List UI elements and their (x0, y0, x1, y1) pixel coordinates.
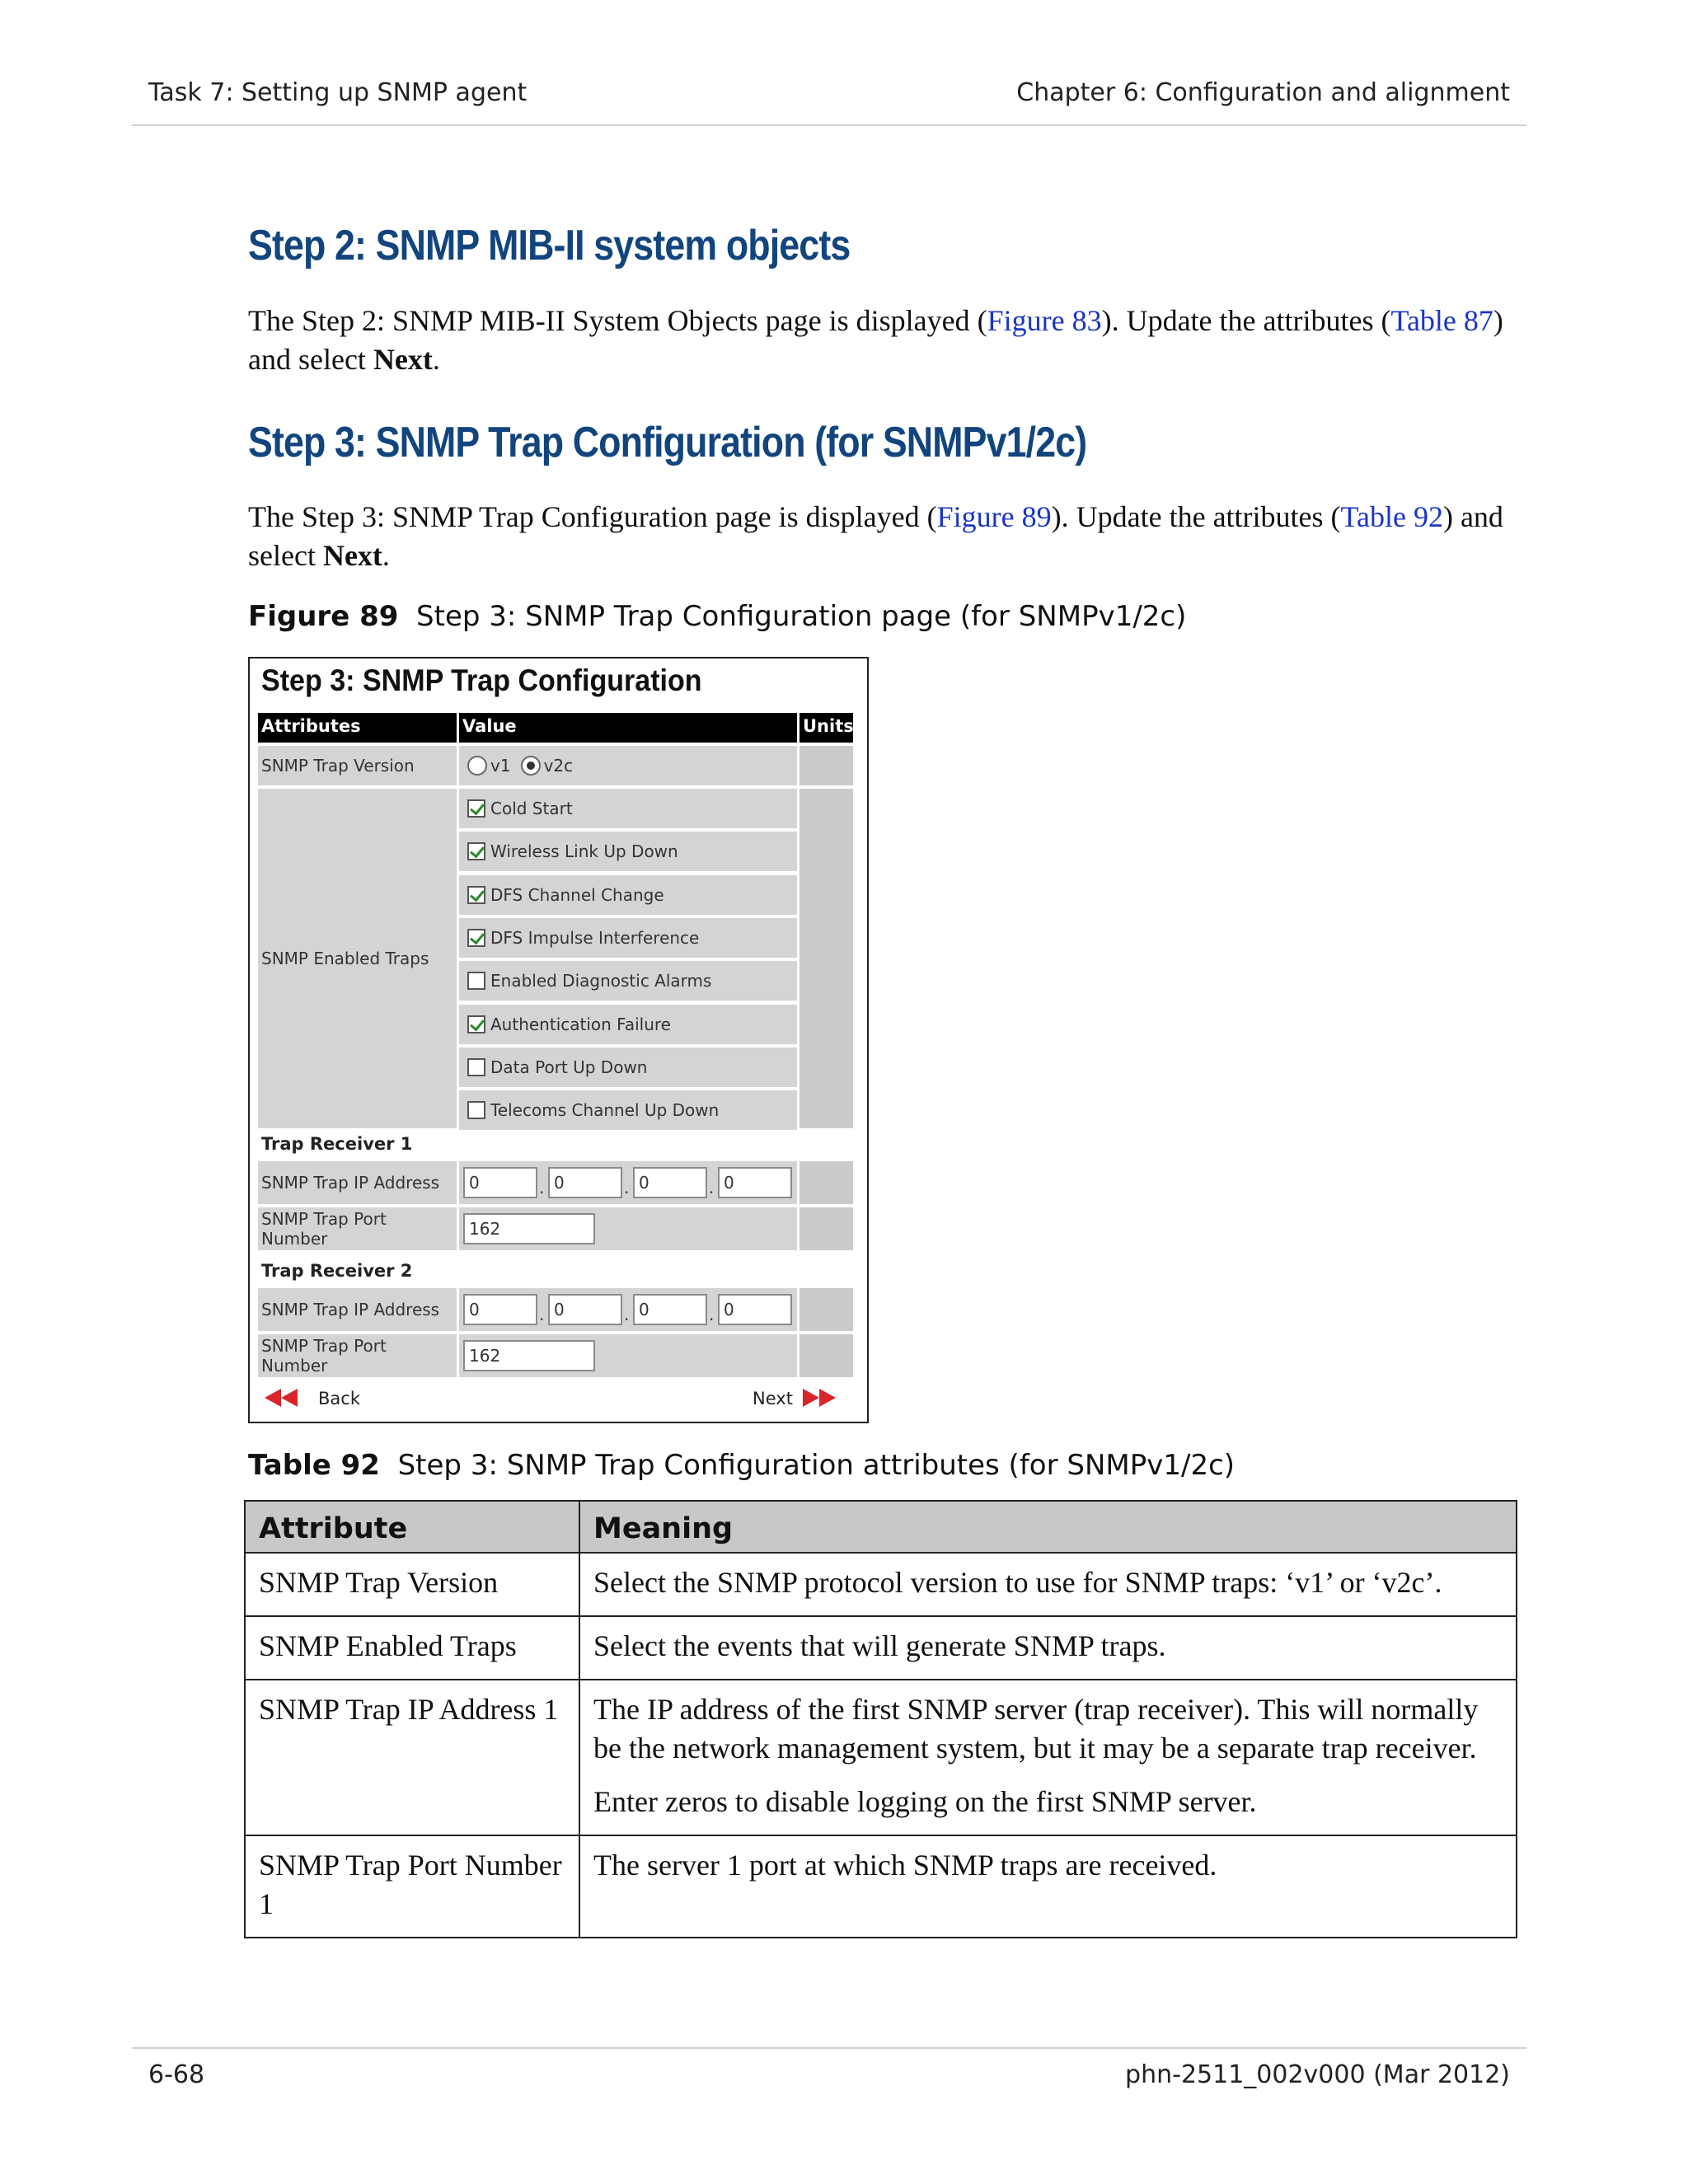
trap-receiver-1-title: Trap Receiver 1 (261, 1134, 413, 1154)
back-arrows-icon (265, 1389, 302, 1407)
meaning-cell (579, 1835, 1517, 1938)
trap-label: Wireless Link Up Down (490, 841, 678, 862)
figure-83-link[interactable]: Figure 83 (987, 304, 1102, 337)
trap-checkbox[interactable] (467, 1058, 485, 1076)
enabled-traps-label: SNMP Enabled Traps (258, 789, 457, 1128)
meaning-paragraph: The IP address of the first SNMP server (trap receiver). This will normally be the network management system, but it may be a separate trap receiver. (593, 1693, 1479, 1765)
running-header-left: Task 7: Setting up SNMP agent (148, 78, 528, 107)
table-caption (248, 1449, 1235, 1482)
step2-paragraph (248, 302, 1534, 379)
table-caption-text: Step 3: SNMP Trap Configuration attributes (for SNMPv1/2c) (397, 1449, 1236, 1482)
table-header-meaning: Meaning (579, 1501, 1517, 1553)
trap-checkbox[interactable] (467, 1015, 485, 1033)
attribute-cell: SNMP Trap Version (245, 1553, 579, 1616)
trap-checkbox[interactable] (467, 929, 485, 947)
running-header-right: Chapter 6: Configuration and alignment (1016, 78, 1510, 107)
step3-next-word: Next (322, 539, 382, 572)
trap-row (459, 789, 797, 828)
trap-version-value (459, 746, 797, 785)
meaning-paragraph: Select the events that will generate SNMP traps. (593, 1629, 1166, 1662)
step3-paragraph (248, 498, 1534, 575)
step3-text-1: The Step 3: SNMP Trap Configuration page is displayed ( (248, 500, 937, 533)
figure-caption (248, 600, 1186, 633)
table-label: Table 92 (248, 1449, 380, 1482)
table-92-link[interactable]: Table 92 (1340, 500, 1443, 533)
attribute-cell: SNMP Trap IP Address 1 (245, 1680, 579, 1835)
trap-row (459, 832, 797, 871)
trap-receiver-2-title: Trap Receiver 2 (261, 1261, 413, 1281)
next-label: Next (753, 1389, 793, 1408)
trap-label: Data Port Up Down (490, 1057, 648, 1077)
step2-heading: Step 2: SNMP MIB-II system objects (248, 222, 851, 269)
radio-v1[interactable] (467, 756, 487, 776)
trap-row (459, 1090, 797, 1130)
trap-row (459, 1005, 797, 1044)
table-row (245, 1616, 1517, 1680)
ip-dot: . (709, 1178, 715, 1197)
receiver2-ip-units (799, 1288, 853, 1331)
receiver2-ip-label: SNMP Trap IP Address (258, 1288, 457, 1331)
trap-label: DFS Channel Change (490, 884, 664, 905)
table-87-link[interactable]: Table 87 (1390, 304, 1493, 337)
trap-label: Cold Start (490, 799, 573, 818)
trap-row (459, 875, 797, 915)
step2-text-3: ) and select (248, 304, 1503, 376)
meaning-cell (579, 1680, 1517, 1835)
receiver1-port-label: SNMP Trap Port Number (258, 1207, 457, 1250)
trap-label: Enabled Diagnostic Alarms (490, 971, 712, 991)
step3-heading: Step 3: SNMP Trap Configuration (for SNMPv1/2c) (248, 419, 1087, 466)
table-row (245, 1553, 1517, 1616)
document-id: phn-2511_002v000 (Mar 2012) (1125, 2060, 1510, 2089)
header-rule (132, 124, 1526, 126)
trap-row (459, 961, 797, 1001)
table-header-row (245, 1501, 1517, 1553)
receiver2-port-units (799, 1334, 853, 1377)
col-header-value: Value (459, 713, 797, 743)
trap-label: Authentication Failure (490, 1014, 671, 1034)
step3-text-2: ). Update the attributes ( (1051, 500, 1341, 533)
trap-checkbox[interactable] (467, 799, 485, 818)
receiver1-port-units (799, 1207, 853, 1250)
col-header-attributes: Attributes (258, 713, 457, 743)
ip-dot: . (539, 1305, 545, 1324)
attributes-table-body (245, 1553, 1517, 1938)
ip-dot: . (709, 1305, 715, 1324)
back-label: Back (318, 1389, 360, 1408)
step2-next-word: Next (373, 343, 433, 376)
col-header-units: Units (799, 713, 853, 743)
step3-text-3: ) and select (248, 500, 1503, 572)
radio-v1-label: v1 (490, 756, 511, 776)
step2-text-1: The Step 2: SNMP MIB-II System Objects page is displayed ( (248, 304, 987, 337)
step2-text-2: ). Update the attributes ( (1101, 304, 1391, 337)
trap-row (459, 918, 797, 958)
attribute-cell: SNMP Trap Port Number 1 (245, 1835, 579, 1938)
page-number: 6-68 (148, 2060, 205, 2089)
receiver2-ip-octet-3[interactable]: 0 (633, 1294, 707, 1325)
trap-checkbox[interactable] (467, 886, 485, 904)
trap-version-units (799, 746, 853, 785)
snmp-trap-config-screenshot (248, 657, 869, 1423)
trap-version-label: SNMP Trap Version (258, 746, 457, 785)
trap-checkbox[interactable] (467, 842, 485, 860)
table-row (245, 1680, 1517, 1835)
trap-checkbox[interactable] (467, 1101, 485, 1119)
screenshot-title: Step 3: SNMP Trap Configuration (261, 663, 702, 697)
next-arrows-icon (803, 1389, 841, 1407)
ip-dot: . (624, 1305, 630, 1324)
meaning-paragraph: The server 1 port at which SNMP traps are received. (593, 1849, 1217, 1882)
radio-v2c[interactable] (521, 756, 541, 776)
figure-caption-text: Step 3: SNMP Trap Configuration page (for SNMPv1/2c) (416, 600, 1187, 633)
receiver1-ip-octet-1[interactable]: 0 (463, 1167, 537, 1198)
receiver2-port-label: SNMP Trap Port Number (258, 1334, 457, 1377)
attribute-cell: SNMP Enabled Traps (245, 1616, 579, 1680)
receiver1-port-input[interactable]: 162 (463, 1213, 595, 1244)
step3-text-4: . (382, 539, 390, 572)
receiver1-ip-label: SNMP Trap IP Address (258, 1161, 457, 1204)
ip-dot: . (624, 1178, 630, 1197)
footer-rule (132, 2047, 1526, 2049)
receiver1-ip-octet-3[interactable]: 0 (633, 1167, 707, 1198)
receiver2-port-input[interactable]: 162 (463, 1340, 595, 1371)
attributes-table (244, 1500, 1517, 1938)
meaning-paragraph: Enter zeros to disable logging on the first SNMP server. (593, 1785, 1257, 1818)
receiver2-ip-octet-2[interactable]: 0 (548, 1294, 622, 1325)
trap-checkbox[interactable] (467, 972, 485, 990)
table-row (245, 1835, 1517, 1938)
receiver2-ip-octet-4[interactable]: 0 (718, 1294, 792, 1325)
meaning-cell (579, 1616, 1517, 1680)
step2-text-4: . (432, 343, 440, 376)
trap-label: Telecoms Channel Up Down (490, 1100, 720, 1121)
receiver1-ip-octet-2[interactable]: 0 (548, 1167, 622, 1198)
ip-dot: . (539, 1178, 545, 1197)
table-header-attribute: Attribute (245, 1501, 579, 1553)
trap-label: DFS Impulse Interference (490, 927, 700, 948)
receiver1-ip-units (799, 1161, 853, 1204)
figure-89-link[interactable]: Figure 89 (936, 500, 1052, 533)
meaning-paragraph: Select the SNMP protocol version to use for SNMP traps: ‘v1’ or ‘v2c’. (593, 1566, 1442, 1599)
receiver2-ip-octet-1[interactable]: 0 (463, 1294, 537, 1325)
receiver1-ip-octet-4[interactable]: 0 (718, 1167, 792, 1198)
trap-row (459, 1047, 797, 1087)
radio-v2c-label: v2c (543, 756, 574, 776)
figure-label: Figure 89 (248, 600, 399, 633)
meaning-cell (579, 1553, 1517, 1616)
enabled-traps-units (799, 789, 853, 1128)
